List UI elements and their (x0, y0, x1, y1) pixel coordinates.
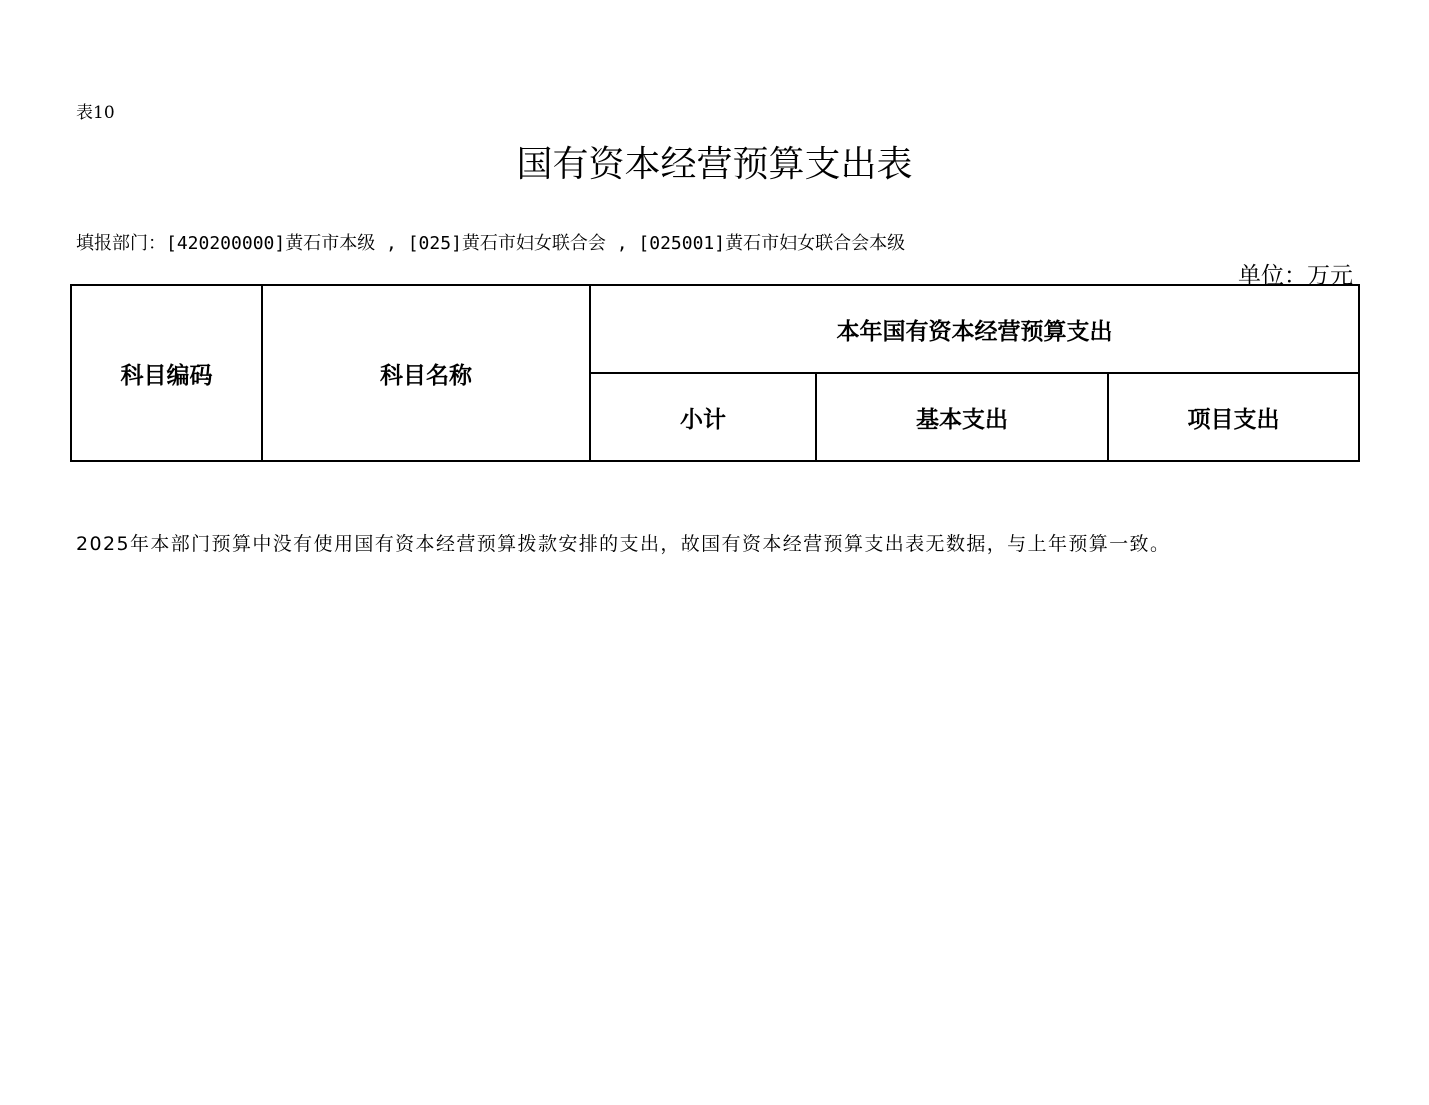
header-current-year-expenditure: 本年国有资本经营预算支出 (590, 285, 1359, 373)
header-subject-name: 科目名称 (262, 285, 590, 461)
header-project-expenditure: 项目支出 (1108, 373, 1359, 461)
header-basic-expenditure: 基本支出 (816, 373, 1108, 461)
header-subject-code: 科目编码 (71, 285, 262, 461)
header-subtotal: 小计 (590, 373, 816, 461)
budget-expenditure-table (70, 284, 1360, 462)
unit-label: 单位：万元 (1238, 263, 1353, 289)
reporting-department: 填报部门：[420200000]黄石市本级 , [025]黄石市妇女联合会 , [025001]黄石市妇女联合会本级 (76, 233, 906, 254)
table-number-label: 表10 (76, 103, 115, 123)
explanatory-note: 2025年本部门预算中没有使用国有资本经营预算拨款安排的支出，故国有资本经营预算支出表无数据，与上年预算一致。 (76, 533, 1171, 555)
document-title: 国有资本经营预算支出表 (516, 144, 913, 185)
